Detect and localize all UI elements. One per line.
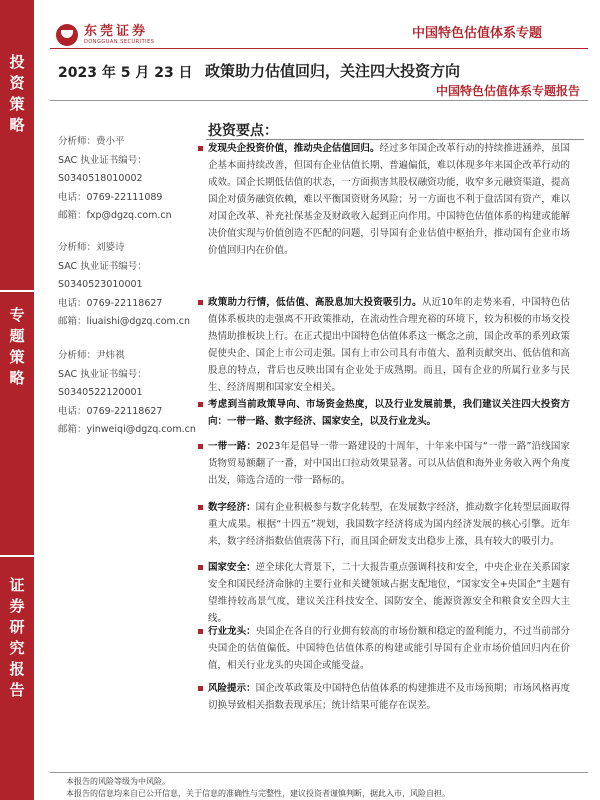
- analyst-email: 邮箱：yinweiqi@dgzq.com.cn: [58, 424, 196, 435]
- red-square-bullet-icon: [198, 146, 203, 151]
- report-subtitle: 中国特色估值体系专题报告: [435, 84, 580, 98]
- sidebar-char: 券: [9, 597, 25, 615]
- key-point-lead: 一带一路：: [208, 441, 257, 452]
- red-square-bullet-icon: [198, 686, 203, 691]
- sidebar-char: 究: [9, 639, 25, 657]
- analyst-name: 分析师：费小平: [58, 136, 125, 147]
- footer-divider: [50, 772, 588, 773]
- sidebar-char: 投: [9, 53, 25, 71]
- sidebar-char: 略: [9, 369, 25, 387]
- logo-mark-icon: [56, 24, 78, 46]
- left-sidebar: [0, 0, 34, 800]
- analyst-cert-number: S0340523010001: [58, 279, 143, 290]
- subtitle-divider: [50, 100, 588, 101]
- sidebar-divider: [0, 555, 34, 557]
- key-point-text: 从近10年的走势来看，中国特色估值体系板块的走强离不开政策推动，在流动性合理充裕的环境下，较为积极的市场交投热情助推板块上行。在正式提出中国特色估值体系这一概念之前，国企改革的系列政策促使央企、国企上市公司走强。国有上市公司具有市值大、盈利贡献突出、低估值和高股息的特点，背后也反映出国有企业处于成熟期。而且，国有企业的所属行业多与民生、经济周期和国家安全相关。: [208, 297, 570, 393]
- sidebar-label-investment-strategy: [0, 52, 34, 136]
- key-point-paragraph: [208, 680, 570, 714]
- sidebar-char: 报: [9, 660, 25, 678]
- key-point-text: 逆全球化大背景下，二十大报告重点强调科技和安全，中央企业在关系国家安全和国民经济命脉的主要行业和关键领域占据支配地位，“国家安全+央国企”主题有望维持较高景气度，建议关注科技安全、国防安全、能源资源安全和粮食安全四大主线。: [208, 562, 570, 624]
- analyst-phone: 电话：0769-22111089: [58, 191, 163, 203]
- key-point-text: 经过多年国企改革行动的持续推进涵养，虽国企基本面持续改善，但国有企业估值长期、普遍偏低，难以体现多年来国企改革行动的成效。国企长期低估值的状态，一方面损害其股权融资功能，收窄多元融资渠道，提高国企对债务融资依赖，难以平衡国资财务风险；另一方面也不利于盘活国有资产，难以对国企改革、补充社保基金及财政收入起到正向作用。中国特色估值体系的构建或能解决价值实现与价值创造不匹配的问题，引导国有企业估值中枢抬升，推动国有企业市场价值回归内在价值。: [208, 143, 570, 256]
- analyst-email: 邮箱：liuaishi@dgzq.com.cn: [58, 316, 191, 327]
- sidebar-char: 策: [9, 95, 25, 113]
- footer-disclaimer: 本报告的信息均来自已公开信息，关于信息的准确性与完整性，建议投资者谨慎判断，据此入市，风险自担。: [66, 789, 450, 798]
- red-square-bullet-icon: [198, 300, 203, 305]
- analyst-cert-label: SAC 执业证书编号：: [58, 154, 147, 166]
- key-point-paragraph: [208, 623, 570, 674]
- red-square-bullet-icon: [198, 629, 203, 634]
- analyst-name: 分析师：尹炜祺: [58, 350, 125, 361]
- analyst-phone: 电话：0769-22118627: [58, 405, 163, 417]
- analyst-block: [58, 133, 198, 226]
- red-square-bullet-icon: [198, 402, 203, 407]
- analyst-block: [58, 347, 198, 440]
- sidebar-label-special-strategy: [0, 305, 34, 389]
- key-point-paragraph: [208, 396, 570, 430]
- sidebar-char: 证: [9, 576, 25, 594]
- key-point-lead: 数字经济：: [208, 502, 256, 513]
- analyst-name: 分析师：刘婆诗: [58, 242, 125, 253]
- key-point-paragraph: [208, 499, 570, 550]
- report-date: 2023 年 5 月 23 日: [58, 65, 193, 81]
- sidebar-char: 专: [9, 306, 25, 324]
- red-square-bullet-icon: [198, 444, 203, 449]
- key-point-lead: 国家安全：: [208, 562, 256, 573]
- analyst-cert-label: SAC 执业证书编号：: [58, 368, 147, 380]
- sidebar-char: 策: [9, 348, 25, 366]
- footer-risk-level: 本报告的风险等级为中风险。: [66, 777, 170, 786]
- sidebar-char: 题: [9, 327, 25, 345]
- key-point-lead: 发现央企投资价值，推动央企估值回归。: [208, 143, 380, 154]
- key-point-lead: 考虑到当前政策导向、市场资金热度，以及行业发展前景，我们建议关注四大投资方向：一带一路、数字经济、国家安全，以及行业龙头。: [208, 399, 570, 427]
- key-point-text: 国有企业积极参与数字化转型，在发展数字经济，推动数字化转型层面取得重大成果。根据“十四五”规划，我国数字经济将成为国内经济发展的核心引擎。近年来，数字经济指数估值震荡下行，而且国企研发支出稳步上涨，具有较大的吸引力。: [208, 502, 570, 547]
- sidebar-char: 告: [9, 681, 25, 699]
- sidebar-divider: [0, 290, 34, 292]
- key-point-text: 国企改革政策及中国特色估值体系的构建推进不及市场预期；市场风格再度切换导致相关指数表现承压；统计结果可能存在误差。: [208, 683, 570, 711]
- sidebar-char: 研: [9, 618, 25, 636]
- report-title: 政策助力估值回归，关注四大投资方向: [205, 62, 461, 80]
- key-point-lead: 政策助力行情，低估值、高股息加大投资吸引力。: [208, 297, 422, 308]
- key-points-heading: 投资要点：: [208, 123, 278, 139]
- red-square-bullet-icon: [198, 505, 203, 510]
- key-point-paragraph: [208, 559, 570, 627]
- key-point-paragraph: [208, 140, 570, 259]
- analyst-cert-label: SAC 执业证书编号：: [58, 260, 147, 272]
- sidebar-label-securities-research-report: [0, 575, 34, 701]
- red-square-bullet-icon: [198, 565, 203, 570]
- header-series-title: 中国特色估值体系专题: [411, 26, 542, 41]
- logo-english-name: DONGGUAN SECURITIES: [84, 39, 155, 45]
- analyst-email: 邮箱：fxp@dgzq.com.cn: [58, 210, 172, 221]
- company-logo: [56, 20, 154, 50]
- analyst-cert-number: S0340522120001: [58, 387, 143, 398]
- key-point-lead: 行业龙头：: [208, 626, 256, 637]
- analyst-phone: 电话：0769-22118627: [58, 297, 163, 309]
- header-divider: [50, 48, 588, 49]
- logo-chinese-name: 东莞证券: [84, 24, 149, 39]
- sidebar-char: 资: [9, 74, 25, 92]
- key-point-paragraph: [208, 294, 570, 396]
- analyst-block: [58, 239, 198, 332]
- key-point-lead: 风险提示：: [208, 683, 256, 694]
- key-point-text: 2023年是倡导一带一路建设的十周年，十年来中国与“一带一路”沿线国家货物贸易额翻了一番，对中国出口拉动效果显著。可以从估值和海外业务收入两个角度出发，筛选合适的一带一路标的。: [208, 441, 570, 486]
- key-point-paragraph: [208, 438, 570, 489]
- analyst-cert-number: S0340518010002: [58, 173, 143, 184]
- sidebar-char: 略: [9, 116, 25, 134]
- key-point-text: 央国企在各自的行业拥有较高的市场份额和稳定的盈利能力，不过当前部分央国企的估值偏低。中国特色估值体系的构建或能引导国有企业市场价值回归内在价值，相关行业龙头的央国企或能受益。: [208, 626, 570, 671]
